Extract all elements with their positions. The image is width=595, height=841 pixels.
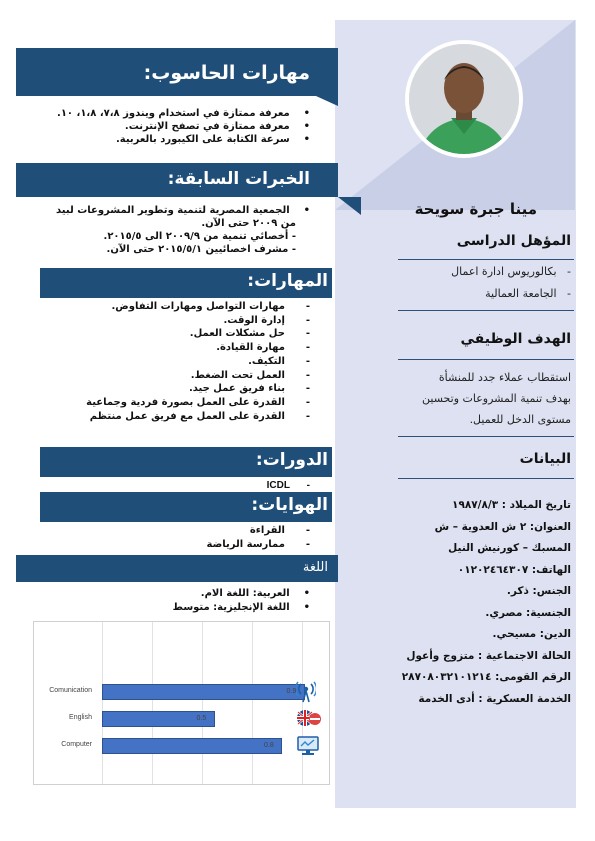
gender: الجنس: ذكر.: [506, 585, 571, 597]
profile-photo: [405, 40, 523, 158]
antenna-icon: [296, 681, 316, 707]
objective-title: الهدف الوظيفي: [460, 331, 571, 347]
list-item: - بناء فريق عمل جيد.: [188, 383, 310, 395]
bar-value-label: 0.5: [196, 715, 207, 722]
courses-list: [50, 479, 310, 492]
experience-role: - مشرف اخصائيين ٢٠١٥/٥/١ حتى الآن.: [106, 244, 296, 255]
education-item: - بكالوريوس ادارة اعمال: [451, 265, 571, 278]
list-item-text: التكيف.: [248, 355, 285, 367]
list-item: - حل مشكلات العمل.: [189, 328, 310, 340]
list-item: - العمل تحت الضغط.: [190, 369, 310, 381]
gridline: [252, 622, 253, 784]
list-item: - ICDL: [266, 480, 310, 491]
divider: [398, 436, 574, 437]
list-item: • اللغة الإنجليزية: متوسط: [172, 602, 310, 613]
list-item: - ممارسة الرياضة: [206, 539, 310, 550]
bar-value-label: 0.8: [264, 742, 274, 749]
objective-text: [391, 367, 571, 430]
objective-line: استقطاب عملاء جدد للمنشأة: [438, 371, 571, 384]
list-item-text: مهارات التواصل ومهارات التفاوض.: [111, 301, 285, 312]
divider: [398, 259, 574, 260]
objective-line: بهدف تنمية المشروعات وتحسين: [422, 392, 571, 405]
experience-list: [30, 204, 310, 256]
list-item-text: القراءة: [249, 525, 285, 536]
list-item-text: إدارة الوقت.: [223, 314, 285, 326]
experience-role: - أخصائي تنمية من ٢٠٠٩/٩ الى ٢٠١٥/٥.: [103, 231, 296, 242]
list-item: • معرفة ممتازة في استخدام ويندوز ٧،٨، ١،٨، ١٠.: [57, 108, 310, 119]
phone-number: الهاتف: ٠١٢٠٢٤٦٤٣٠٧: [457, 563, 571, 576]
bar-category-label: Comunication: [49, 687, 92, 694]
bar-category-label: Computer: [61, 741, 92, 748]
skills-title: المهارات:: [247, 271, 328, 291]
courses-title: الدورات:: [255, 450, 328, 470]
computer-skills-header: [16, 48, 338, 96]
nationality: الجنسية: مصري.: [485, 606, 571, 619]
birth-date: تاريخ الميلاد : ١٩٨٧/٨/٣: [452, 499, 571, 511]
courses-header: [40, 447, 332, 477]
list-item: - مهارات التواصل ومهارات التفاوض.: [111, 301, 310, 312]
skills-header: [40, 268, 332, 298]
list-item: - مهارة القيادة.: [216, 342, 310, 354]
list-item-text: ممارسة الرياضة: [206, 539, 285, 550]
hobbies-list: [50, 524, 310, 552]
list-item-text: اللغة الإنجليزية: متوسط: [172, 602, 290, 613]
bar-category-label: English: [69, 714, 92, 721]
list-item: • الجمعية المصرية لتنمية وتطوير المشروعات لبيد: [56, 205, 310, 216]
list-item-text: حل مشكلات العمل.: [189, 328, 285, 340]
education-university: الجامعة العمالية: [485, 287, 557, 300]
course-name: ICDL: [266, 480, 290, 491]
band-notch: [16, 96, 338, 106]
list-item-text: العمل تحت الضغط.: [190, 369, 285, 381]
computer-skills-list: [20, 107, 310, 146]
list-item: - إدارة الوقت.: [223, 314, 310, 326]
gridline: [152, 622, 153, 784]
list-item-text: القدرة على العمل مع فريق عمل منتظم: [89, 410, 285, 422]
bar-value-label: 0.9: [286, 688, 297, 695]
list-item-text: العربية: اللغة الام.: [200, 588, 290, 599]
monitor-icon: [296, 735, 320, 761]
experience-period: من ٢٠٠٩ حتى الآن.: [201, 218, 296, 229]
list-item-text: بناء فريق عمل جيد.: [188, 383, 285, 395]
list-item-text: سرعة الكتابة على الكيبورد بالعربية.: [115, 134, 290, 145]
list-item-text: القدرة على العمل بصورة فردية وجماعية: [86, 396, 285, 408]
divider: [398, 310, 574, 311]
hobbies-title: الهوايات:: [251, 495, 328, 515]
language-title: اللغة: [302, 560, 328, 575]
bar-computer: [102, 738, 282, 754]
uk-flag-icon: [296, 708, 322, 732]
person-name: مينا جبرة سويحة: [414, 200, 537, 218]
religion: الدين: مسيحي.: [492, 628, 571, 640]
skills-list: [50, 300, 310, 423]
list-item: - القدرة على العمل مع فريق عمل منتظم: [89, 410, 310, 422]
experience-title: الخبرات السابقة:: [167, 169, 310, 189]
list-item: • العربية: اللغة الام.: [200, 588, 310, 599]
list-item: - التكيف.: [248, 355, 310, 367]
list-item: • معرفة ممتازة في تصفح الإنترنت.: [124, 121, 310, 132]
gridline: [202, 622, 203, 784]
list-item: • سرعة الكتابة على الكيبورد بالعربية.: [115, 134, 310, 145]
address-line: المسبك – كورنيش النيل: [448, 542, 571, 554]
language-header: [16, 555, 338, 582]
education-degree: بكالوريوس ادارة اعمال: [451, 265, 557, 278]
gridline: [102, 622, 103, 784]
experience-header: [16, 163, 338, 197]
divider: [398, 478, 574, 479]
military-service: الخدمة العسكرية : أدى الخدمة: [418, 692, 571, 705]
objective-line: مستوى الدخل للعميل.: [469, 413, 571, 426]
national-id: الرقم القومى: ٢٨٧٠٨٠٣٢١٠١٢١٤: [401, 671, 571, 683]
bar-comunication: [102, 684, 305, 700]
divider: [398, 359, 574, 360]
education-item: - الجامعة العمالية: [485, 287, 571, 300]
list-item-text: معرفة ممتازة في استخدام ويندوز ٧،٨، ١،٨، ١٠.: [57, 108, 290, 119]
info-title: البيانات: [519, 451, 571, 467]
info-list: [402, 495, 571, 710]
list-item: - القراءة: [249, 525, 310, 536]
list-item-text: مهارة القيادة.: [216, 342, 285, 354]
list-item-text: معرفة ممتازة في تصفح الإنترنت.: [124, 121, 290, 132]
language-skills-chart: [33, 621, 330, 785]
education-title: المؤهل الدراسى: [456, 233, 571, 249]
list-item: - القدرة على العمل بصورة فردية وجماعية: [86, 396, 310, 408]
marital-status: الحالة الاجتماعية : متزوج وأعول: [406, 649, 571, 662]
experience-org: الجمعية المصرية لتنمية وتطوير المشروعات لبيد: [56, 205, 290, 216]
language-list: [50, 587, 310, 615]
computer-skills-title: مهارات الحاسوب:: [143, 62, 310, 84]
hobbies-header: [40, 492, 332, 522]
address-line: العنوان: ٢ ش العدوية – ش: [434, 520, 571, 533]
